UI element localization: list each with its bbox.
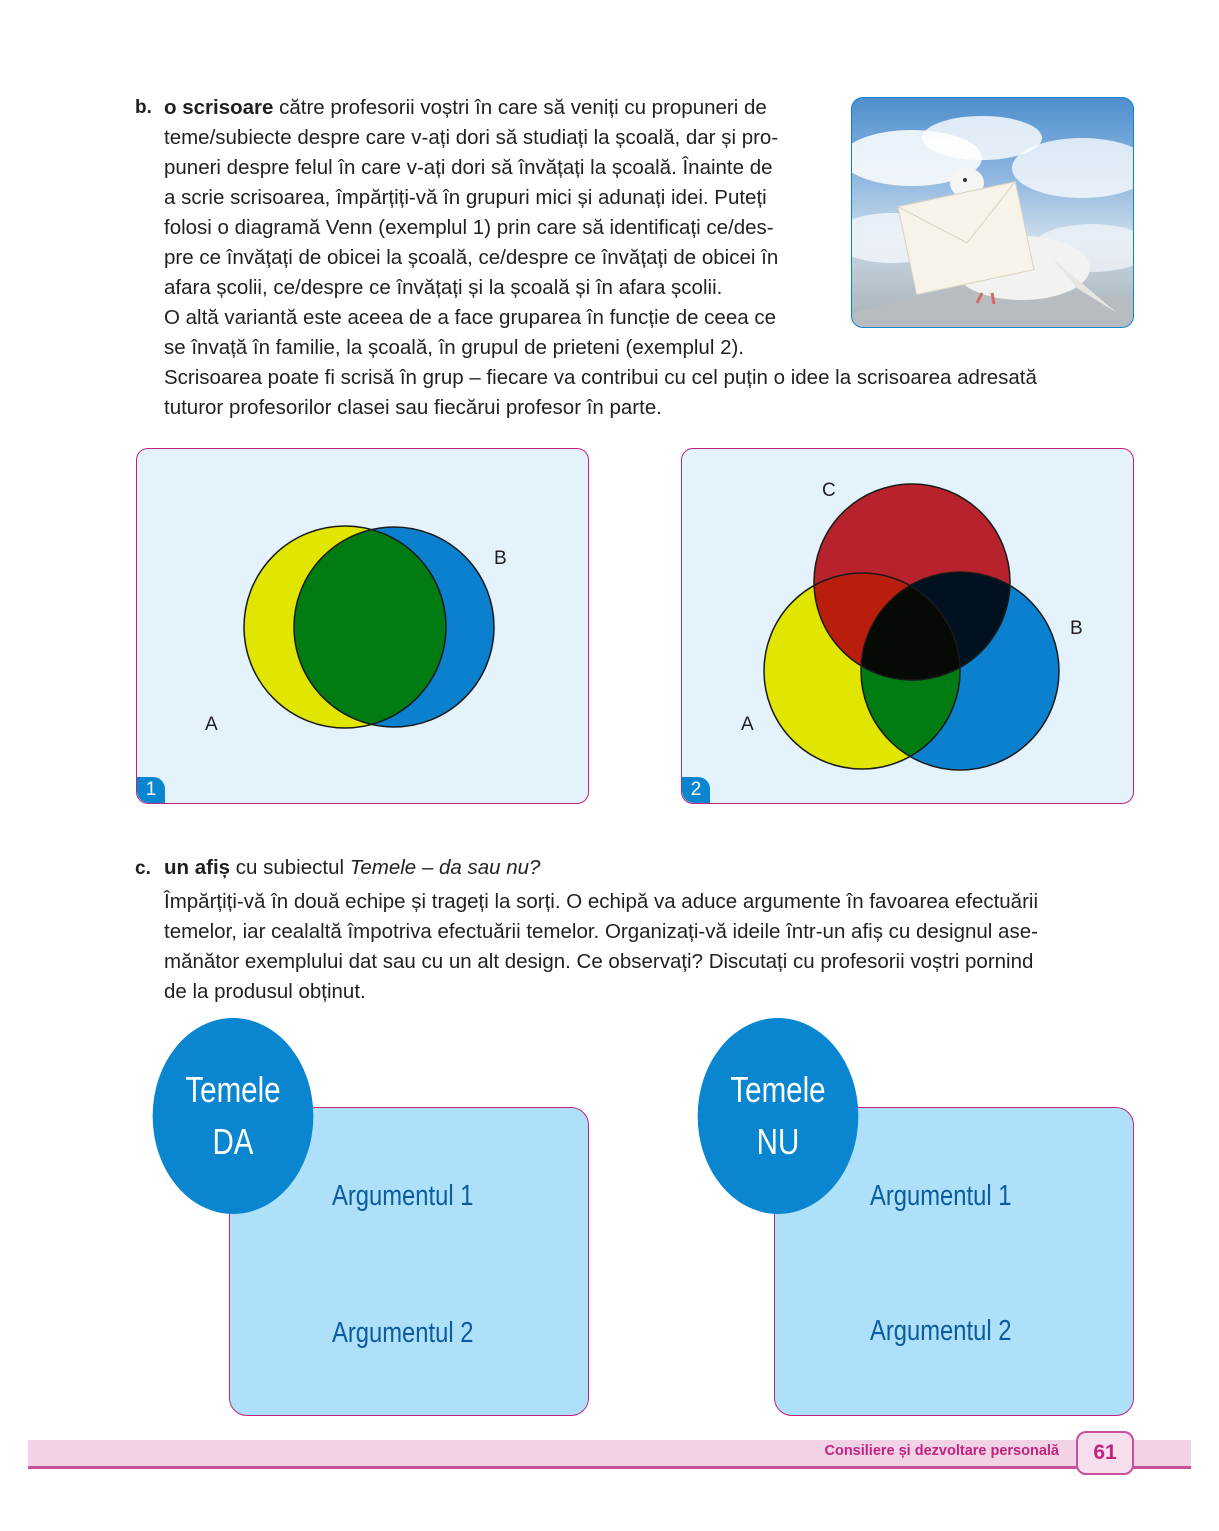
venn-diagram-1 (136, 448, 589, 804)
item-letter-b: b. (135, 97, 152, 118)
section-b-line-4: a scrie scrisoarea, împărțiți-vă în grupuri mici și adunați idei. Puteți (164, 186, 767, 209)
section-c-heading (164, 853, 1134, 883)
venn-two-set-graphic (137, 449, 588, 803)
item-letter-c: c. (135, 858, 151, 879)
section-b-line-5: folosi o diagramă Venn (exemplul 1) prin care să identificați ce/des- (164, 216, 774, 239)
poster-nu-argument-1: Argumentul 1 (870, 1180, 1012, 1212)
venn2-label-a: A (741, 714, 754, 735)
section-c-line-2: temelor, iar cealaltă împotriva efectuării temelor. Organizați-vă ideile într-un afiș cu designul ase- (164, 920, 1038, 943)
section-c-line-1: Împărțiți-vă în două echipe și trageți la sorți. O echipă va aduce argumente în favoarea efectuării (164, 890, 1039, 913)
section-b-line-6: pre ce învățați de obicei la școală, ce/despre ce învățați de obicei în (164, 246, 779, 269)
poster-da-argument-2: Argumentul 2 (332, 1317, 474, 1349)
venn2-label-b: B (1070, 618, 1083, 639)
poster-nu-argument-2: Argumentul 2 (870, 1315, 1012, 1347)
footer-divider (28, 1466, 1191, 1469)
venn2-label-c: C (822, 480, 836, 501)
poster-nu-circle (698, 1018, 859, 1214)
section-c-line-4: de la produsul obținut. (164, 980, 366, 1003)
section-b-line-9: se învață în familie, la școală, în grupul de prieteni (exemplul 2). (164, 336, 744, 359)
poster-da-title-line2: DA (212, 1121, 254, 1162)
section-b-line-2: teme/subiecte despre care v-ați dori să studiați la școală, dar și pro- (164, 126, 779, 149)
section-b-line-11: tuturor profesorilor clasei sau fiecărui profesor în parte. (164, 396, 662, 419)
dove-letter-photo (851, 97, 1134, 328)
section-c-line-3: mănător exemplului dat sau cu un alt design. Ce observați? Discutați cu profesorii voștri pornind (164, 950, 1034, 973)
section-b-title: o scrisoare (164, 96, 274, 119)
poster-da-argument-1: Argumentul 1 (332, 1180, 474, 1212)
section-b-line-7: afara școlii, ce/despre ce învățați și la școală și în afara școlii. (164, 276, 723, 299)
section-b-line-10: Scrisoarea poate fi scrisă în grup – fiecare va contribui cu cel puțin o idee la scrisoarea adresată (164, 366, 1037, 389)
example-number-1: 1 (137, 777, 165, 803)
section-c-intro: cu subiectul (230, 856, 350, 879)
venn-diagram-2 (681, 448, 1134, 804)
venn-three-set-graphic (682, 449, 1133, 803)
section-b-line-1 (164, 93, 844, 123)
section-b-line-3: puneri despre felul în care v-ați dori să învățați la școală. Înainte de (164, 156, 773, 179)
page-number: 61 (1076, 1431, 1134, 1475)
poster-nu-title-line1: Temele (730, 1069, 826, 1110)
section-b-text: către profesorii voștri în care să veniți cu propuneri de (273, 96, 767, 119)
poster-da-circle (153, 1018, 314, 1214)
dove-illustration (852, 98, 1133, 327)
venn1-label-a: A (205, 714, 218, 735)
section-c-subject: Temele – da sau nu? (349, 856, 541, 879)
poster-da-title-line1: Temele (185, 1069, 281, 1110)
poster-nu-title-line2: NU (756, 1121, 800, 1162)
section-b-line-8: O altă variantă este aceea de a face gruparea în funcție de ceea ce (164, 306, 776, 329)
footer-subject: Consiliere și dezvoltare personală (824, 1443, 1059, 1459)
section-c-title: un afiș (164, 856, 231, 879)
example-number-2: 2 (682, 777, 710, 803)
venn1-label-b: B (494, 548, 507, 569)
